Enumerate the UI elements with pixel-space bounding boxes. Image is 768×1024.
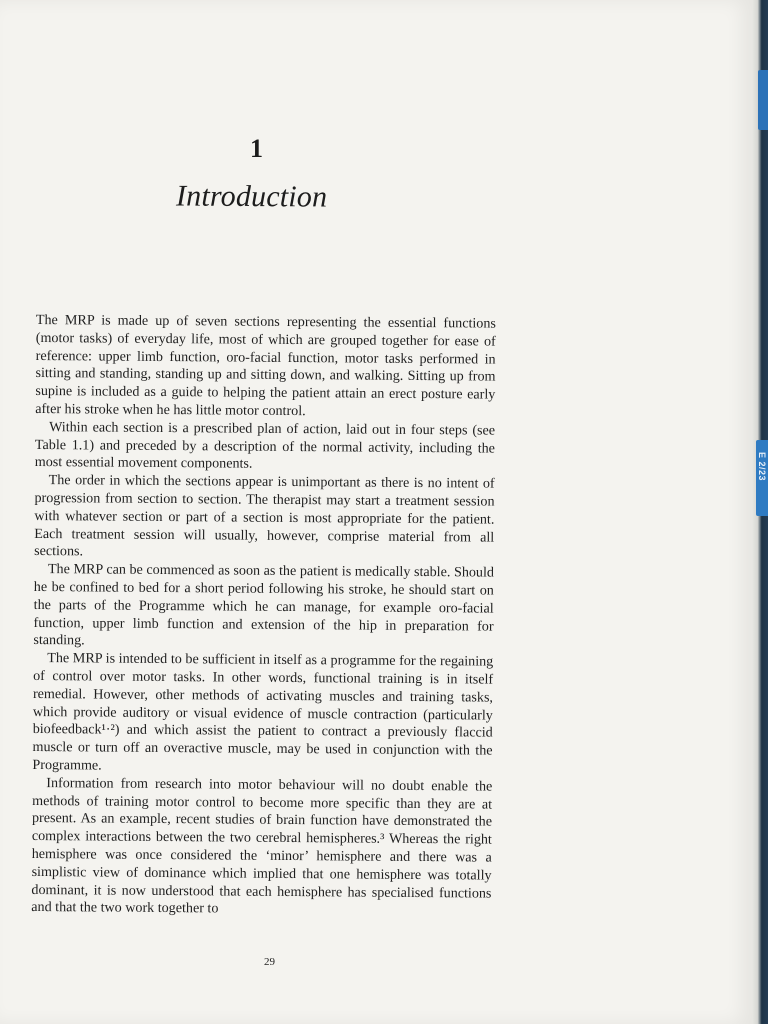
paragraph-3: The order in which the sections appear is unimportant as there is no intent of progression from section to section. The therapist may start a treatment session with whatever section or part of a section is most appropriate for the patient. Each treatment session will usually, however, comprise material from all sections. [34,472,495,560]
chapter-number: 1 [250,134,263,163]
paragraph-6: Information from research into motor behaviour will no doubt enable the methods of training motor control to become more specific than they are at present. As an example, recent studies of brain function have demonstrated the complex interactions between the two cerebral hemispheres.³ Whereas the right hemisphere was once considered the ‘minor’ hemisphere and there was a simplistic view of dominance which implied that one hemisphere was totally dominant, it is now understood that each hemisphere has specialised functions and that the two work together to [31,774,493,917]
paragraph-2: Within each section is a prescribed plan of action, laid out in four steps (see Table 1.1) and preceded by a description of the normal activity, including the most essential movement components. [34,418,496,473]
blue-bookmark-tab [758,70,768,130]
chapter-title: Introduction [175,179,328,214]
index-tab-label: E 2/23 [757,452,767,482]
paragraph-1: The MRP is made up of seven sections representing the essential functions (motor tasks) of everyday life, most of which are grouped together for ease of reference: upper limb function, oro-facial function, motor tasks performed in sitting and standing, standing up and sitting down, and walking. Sitting up from supine is included as a guide to helping the patient attain an erect posture early after his stroke when he has little motor control. [35,312,496,420]
body-text [31,312,496,921]
paragraph-5: The MRP is intended to be sufficient in itself as a programme for the regaining of control over motor tasks. In other words, functional training is in itself remedial. However, other methods of activating muscles and training tasks, which provide auditory or visual evidence of muscle contraction (particularly biofeedback¹·²) and which assist the patient to contract a previously flaccid muscle or turn off an overactive muscle, may be used in conjunction with the Programme. [32,650,494,774]
paragraph-4: The MRP can be commenced as soon as the patient is medically stable. Should he be confined to bed for a short period following his stroke, he should start on the parts of the Programme which he can manage, for example oro-facial function, upper limb function and extension of the hip in preparation for standing. [33,561,495,649]
page-number: 29 [264,956,275,968]
